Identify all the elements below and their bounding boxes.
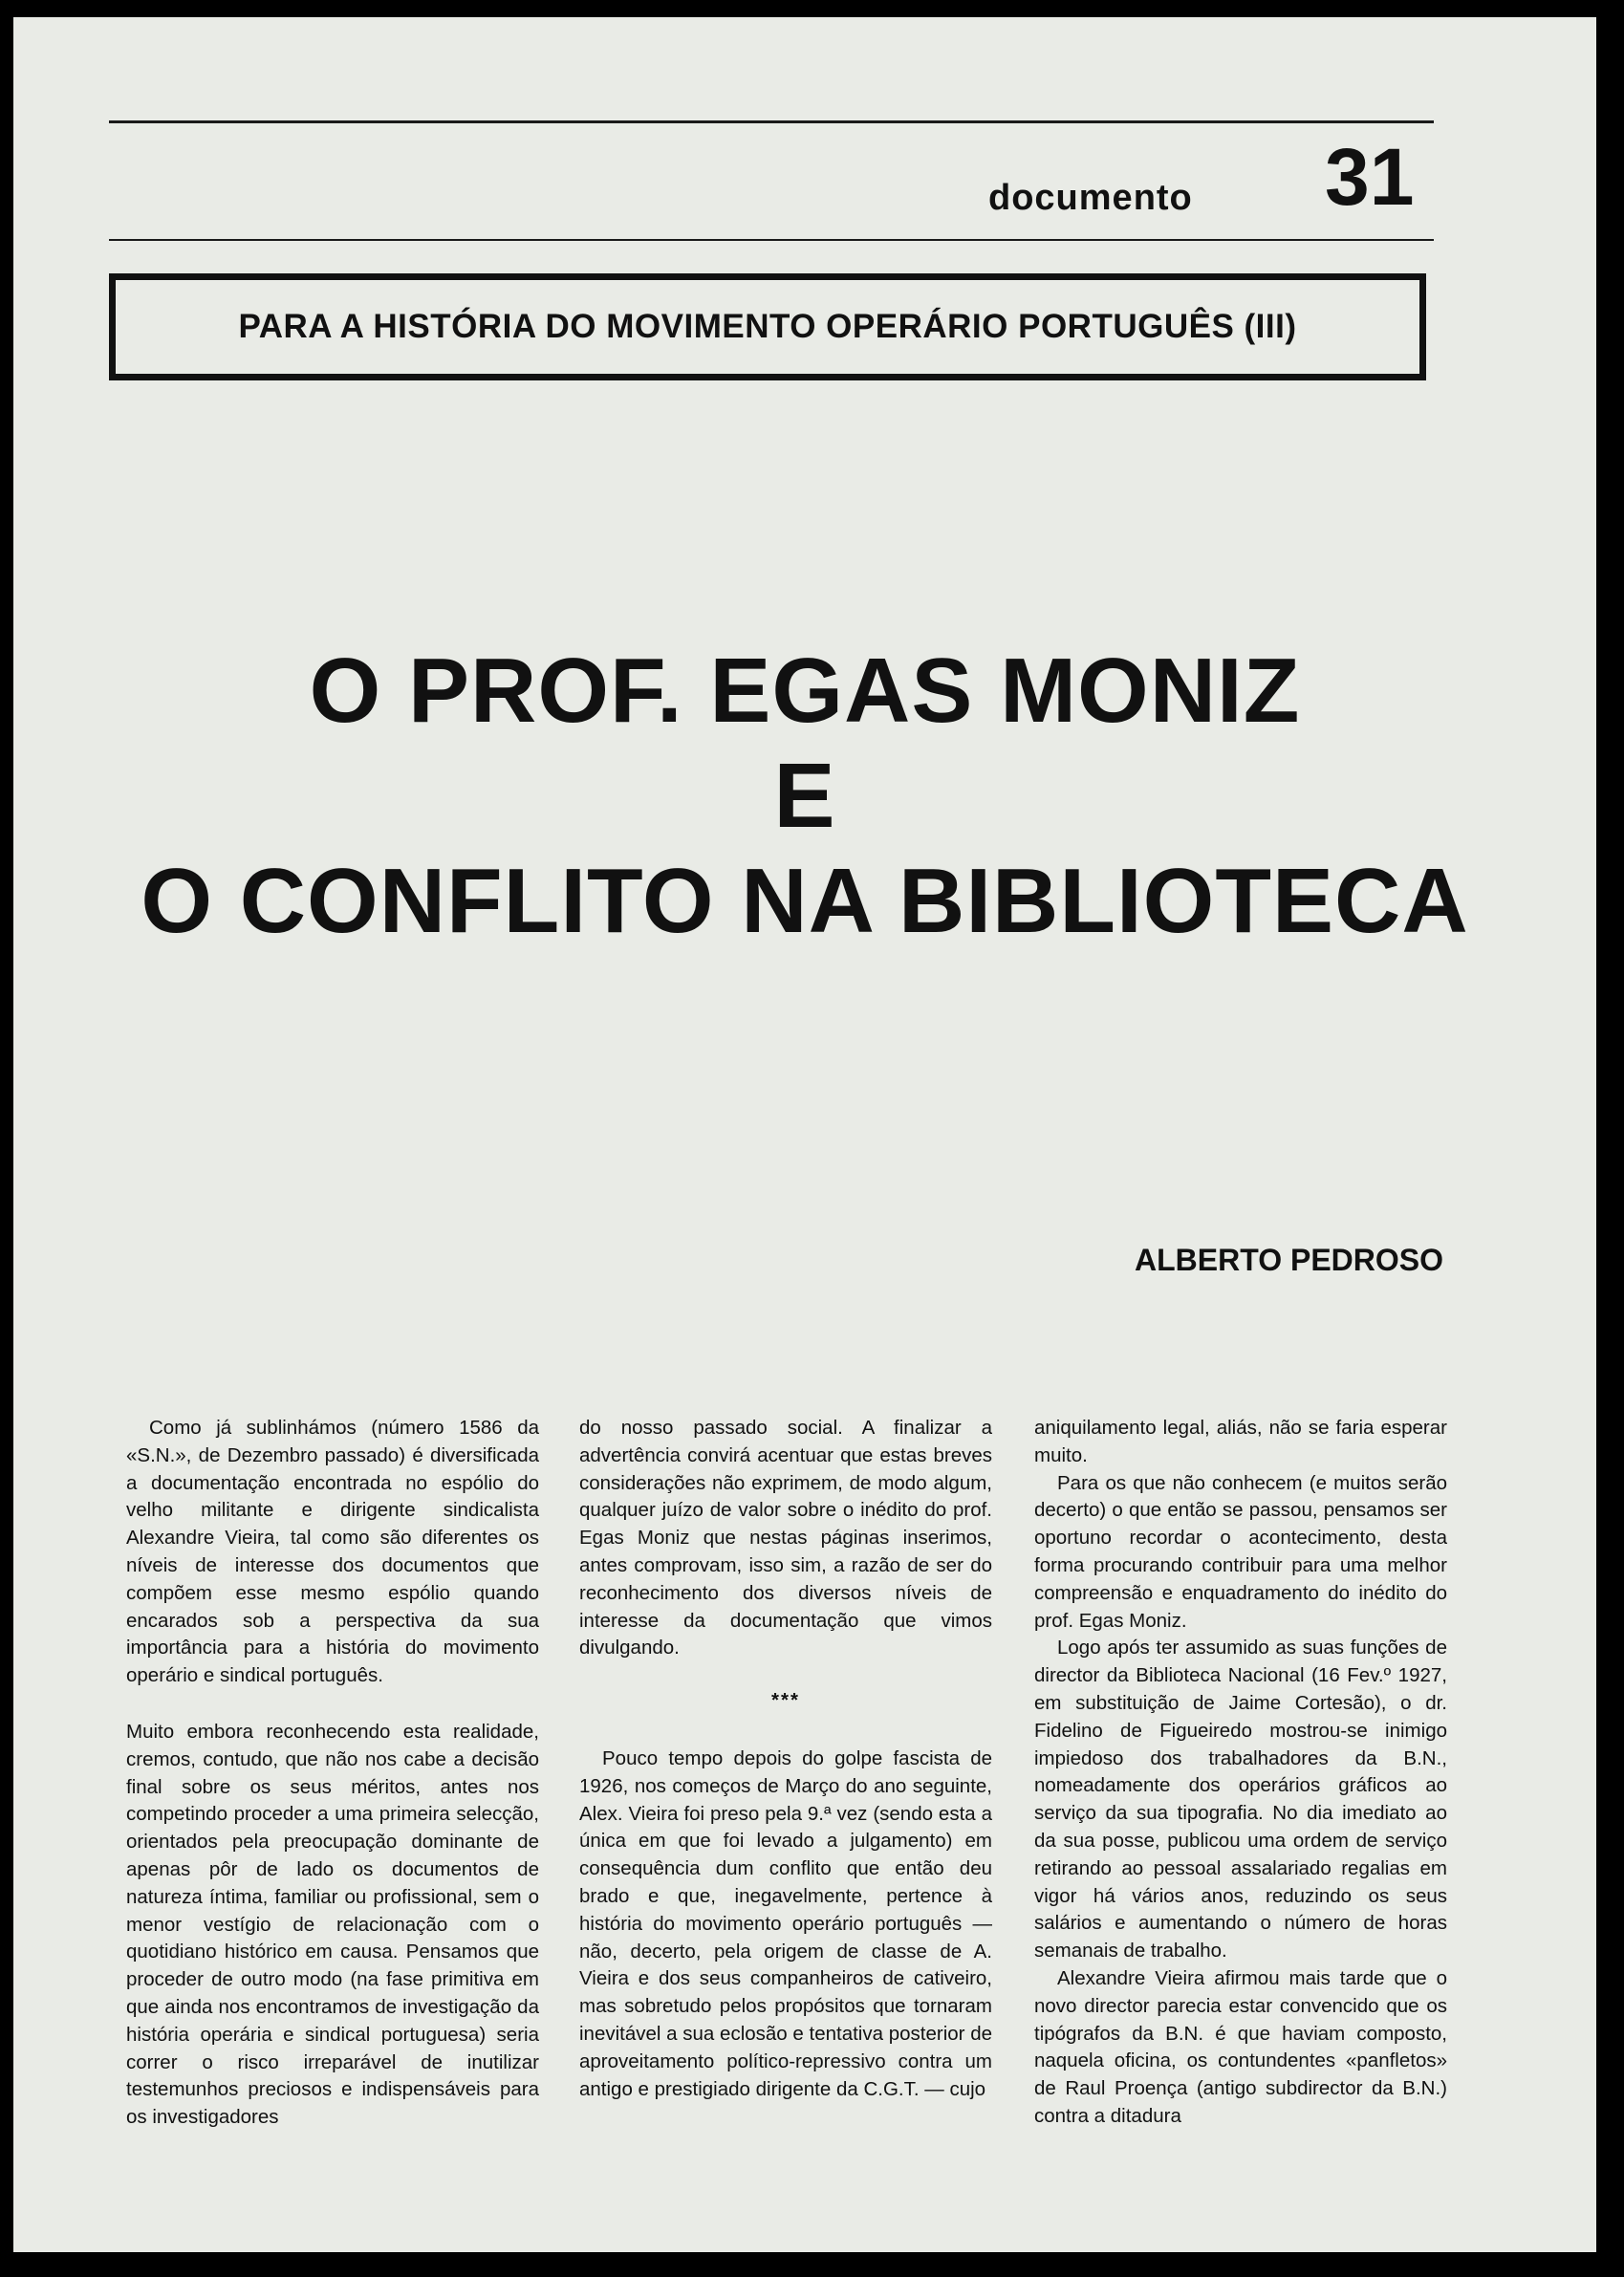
series-title: PARA A HISTÓRIA DO MOVIMENTO OPERÁRIO PORTUGUÊS (III) (238, 308, 1297, 345)
header-rule-bottom (109, 239, 1434, 241)
paragraph: Pouco tempo depois do golpe fascista de 1926, nos começos de Março do ano seguinte, Alex. Vieira foi preso pela 9.ª vez (sendo esta a única em que foi levado a julgamento) em consequência dum conflito que então deu brado e que, inegavelmente, pertence à história do movimento operário português — não, decerto, pela origem de classe de A. Vieira e dos seus companheiros de cativeiro, mas sobretudo pelos propósitos que tornaram inevitável a sua eclosão e tentativa posterior de aproveitamento político-repressivo contra um antigo e prestigiado dirigente da C.G.T. — cujo (579, 1746, 992, 2100)
paragraph: Como já sublinhámos (número 1586 da «S.N.», de Dezembro passado) é diversificada a documentação encontrada no espólio do velho militante e dirigente sindicalista Alexandre Vieira, tal como são diferentes os níveis de interesse dos documentos que compõem esse mesmo espólio quando encarados sob a perspectiva da sua importância para a história do movimento operário e sindical português. (126, 1417, 539, 1687)
headline-line-1: O PROF. EGAS MONIZ (309, 640, 1301, 742)
paragraph: Logo após ter assumido as suas funções de director da Biblioteca Nacional (16 Fev.º 1927, em substituição de Jaime Cortesão), o dr. Fidelino de Figueiredo mostrou-se inimigo impiedoso dos trabalhadores da B.N., nomeadamente dos operários gráficos ao serviço da sua tipografia. No dia imediato ao da sua posse, publicou uma ordem de serviço retirando ao pessoal assalariado regalias em vigor há vários anos, reduzindo os seus salários e aumentando o número de horas semanais de trabalho. (1034, 1637, 1447, 1963)
header-rule-top (109, 120, 1434, 123)
paragraph: Alexandre Vieira afirmou mais tarde que o novo director parecia estar convencido que os tipógrafos da B.N. é que haviam composto, naquela oficina, os contundentes «panfletos» de Raul Proença (antigo subdirector da B.N.) contra a ditadura (1034, 1966, 1447, 2127)
paragraph: do nosso passado social. A finalizar a advertência convirá acentuar que estas breves considerações não exprimem, de modo algum, qualquer juízo de valor sobre o inédito do prof. Egas Moniz que nestas páginas inserimos, antes comprovam, isso sim, a razão de ser do reconhecimento dos diversos níveis de interesse da documentação que vimos divulgando. (579, 1417, 992, 1659)
text-column-1 (126, 1415, 539, 2132)
headline-line-3: O CONFLITO NA BIBLIOTECA (141, 850, 1469, 952)
paragraph: Muito embora reconhecendo esta realidade, cremos, contudo, que não nos cabe a decisão final sobre os seus méritos, antes nos competindo proceder a uma primeira selecção, orientados pela preocupação dominante de apenas pôr de lado os documentos de natureza íntima, familiar ou profissional, sem o menor vestígio de relacionação com o quotidiano histórico em causa. Pensamos que proceder de outro modo (na fase primitiva em que ainda nos encontramos de investigação da história operária e sindical portuguesa) seria correr o risco irreparável de inutilizar testemunhos preciosos e indispensáveis para os investigadores (126, 1720, 539, 2129)
text-column-2 (579, 1415, 992, 2103)
issue-number: 31 (1325, 132, 1415, 222)
headline-line-2: E (773, 745, 836, 847)
article-headline (71, 639, 1539, 954)
section-label: documento (988, 178, 1193, 218)
paragraph: aniquilamento legal, aliás, não se faria esperar muito. (1034, 1417, 1447, 1466)
section-separator: *** (771, 1689, 800, 1712)
text-column-3 (1034, 1415, 1447, 2131)
paragraph: Para os que não conhecem (e muitos serão decerto) o que então se passou, pensamos ser oportuno recordar o acontecimento, desta forma procurando contribuir para uma melhor compreensão e enquadramento do inédito do prof. Egas Moniz. (1034, 1471, 1447, 1632)
author-byline: ALBERTO PEDROSO (1135, 1243, 1443, 1277)
series-title-box (109, 273, 1426, 380)
newspaper-page (13, 17, 1596, 2252)
